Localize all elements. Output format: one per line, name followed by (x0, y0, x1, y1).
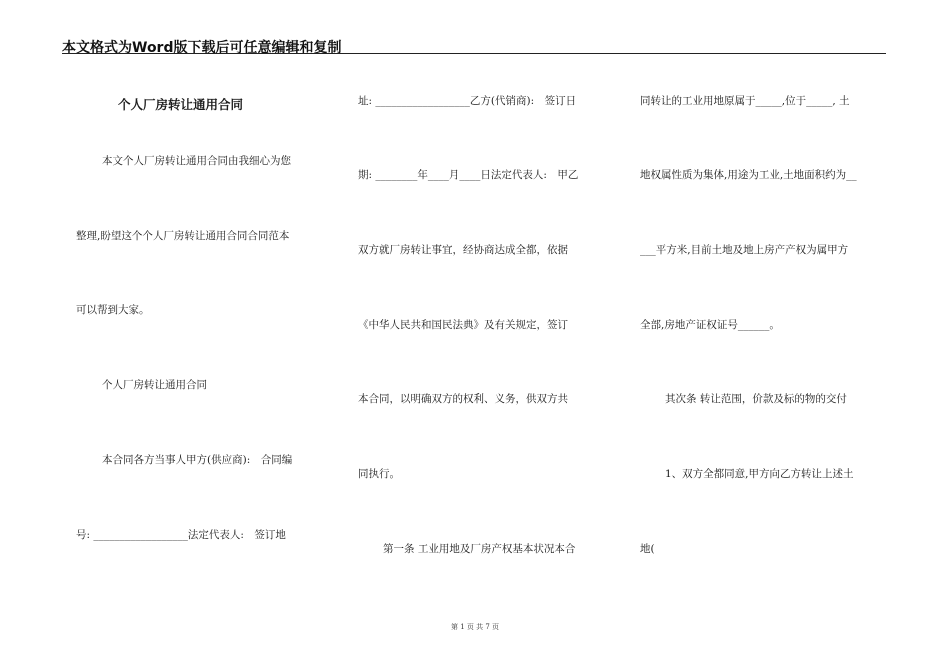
document-title: 个人厂房转让通用合同 (118, 97, 244, 112)
paragraph-line: 本文个人厂房转让通用合同由我细心为您 (102, 155, 291, 167)
download-banner: 本文格式为Word版下载后可任意编辑和复制 (62, 40, 342, 56)
paragraph-line: 双方就厂房转让事宜，经协商达成全都，依据 (358, 244, 568, 256)
paragraph-line: 地权属性质为集体,用途为工业,土地面积约为__ (640, 169, 857, 181)
paragraph-line: ___平方米,目前土地及地上房产产权为属甲方 (640, 244, 849, 256)
paragraph-line: 其次条 转让范围，价款及标的物的交付 (665, 393, 847, 405)
paragraph-line: 个人厂房转让通用合同 (102, 379, 207, 391)
paragraph-line: 整理,盼望这个个人厂房转让通用合同合同范本 (76, 230, 290, 242)
paragraph-line: 同转让的工业用地原属于_____,位于_____, 土 (640, 95, 850, 107)
paragraph-line: 全部,房地产证权证号______。 (640, 319, 780, 331)
paragraph-line: 地( (640, 543, 655, 555)
paragraph-line: 号: __________________法定代表人: 签订地 (76, 529, 286, 541)
paragraph-line: 1、双方全都同意,甲方向乙方转让上述土 (665, 468, 854, 480)
paragraph-line: 《中华人民共和国民法典》及有关规定，签订 (358, 319, 568, 331)
paragraph-line: 同执行。 (358, 468, 400, 480)
header-divider (62, 53, 886, 54)
paragraph-line: 本合同各方当事人甲方(供应商): 合同编 (102, 454, 293, 466)
paragraph-line: 期: ________年____月____日法定代表人: 甲乙 (358, 169, 579, 181)
page-number: 第 1 页 共 7 页 (450, 623, 500, 631)
paragraph-line: 第一条 工业用地及厂房产权基本状况本合 (383, 543, 576, 555)
paragraph-line: 本合同，以明确双方的权利、义务，供双方共 (358, 393, 568, 405)
paragraph-line: 址: __________________乙方(代销商): 签订日 (358, 95, 577, 107)
paragraph-line: 可以帮到大家。 (76, 304, 150, 316)
